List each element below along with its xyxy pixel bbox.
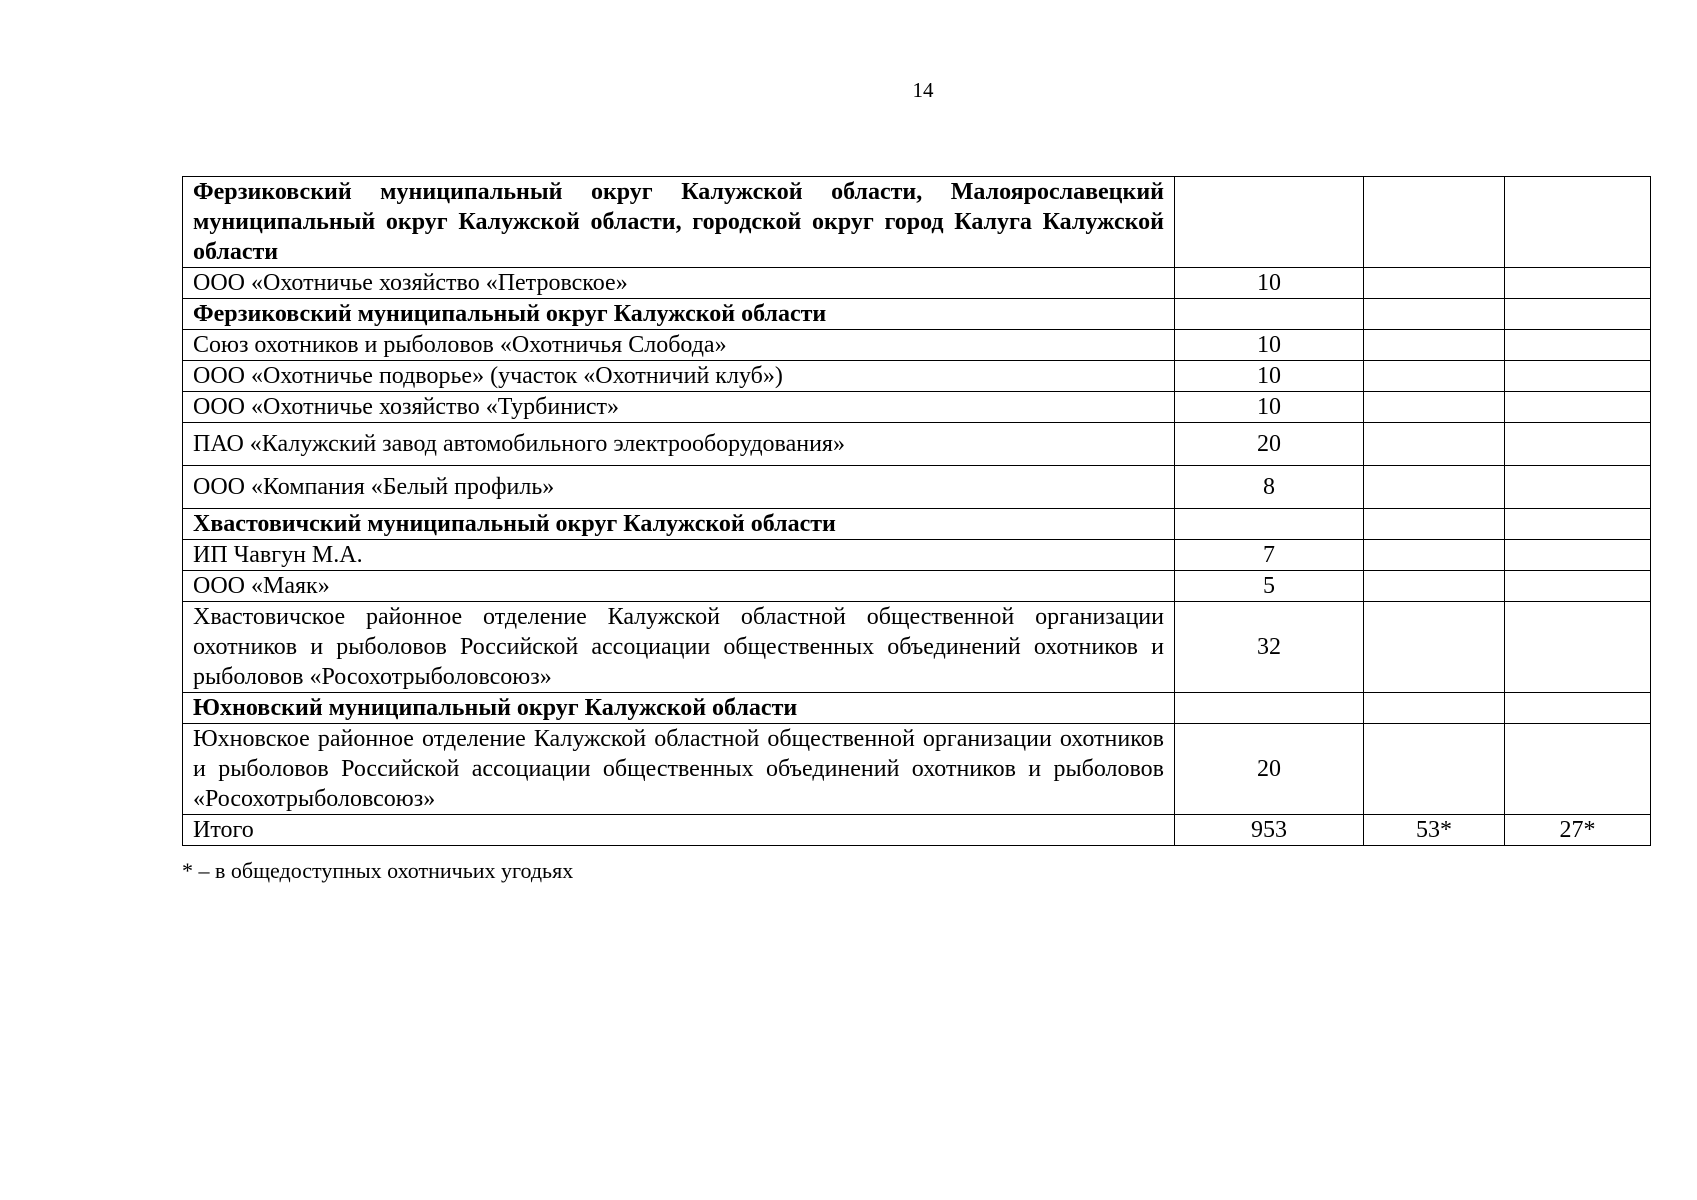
row-qty: 7	[1175, 540, 1364, 571]
row-name: Юхновское районное отделение Калужской областной общественной организации охотников и рыболовов Российской ассоциации общественных объединений охотников и рыболовов «Росохотрыболовсоюз»	[183, 724, 1175, 815]
row-col4	[1505, 330, 1651, 361]
row-name: ООО «Охотничье подворье» (участок «Охотничий клуб»)	[183, 361, 1175, 392]
row-col4	[1505, 602, 1651, 693]
row-name: Ферзиковский муниципальный округ Калужской области, Малоярославецкий муниципальный округ Калужской области, городской округ город Калуга Калужской области	[183, 177, 1175, 268]
row-col4	[1505, 177, 1651, 268]
row-col4: 27*	[1505, 815, 1651, 846]
row-col3	[1364, 392, 1505, 423]
table-row	[183, 330, 1651, 361]
row-name: Хвастовичское районное отделение Калужской областной общественной организации охотников и рыболовов Российской ассоциации общественных объединений охотников и рыболовов «Росохотрыболовсоюз»	[183, 602, 1175, 693]
row-col4	[1505, 268, 1651, 299]
row-col3	[1364, 571, 1505, 602]
row-col3	[1364, 602, 1505, 693]
row-col4	[1505, 571, 1651, 602]
row-col4	[1505, 361, 1651, 392]
row-name: Хвастовичский муниципальный округ Калужской области	[183, 509, 1175, 540]
row-col3	[1364, 299, 1505, 330]
quota-table	[182, 176, 1651, 846]
row-col3	[1364, 724, 1505, 815]
row-qty	[1175, 693, 1364, 724]
table-row	[183, 423, 1651, 466]
table-row	[183, 268, 1651, 299]
row-col3	[1364, 693, 1505, 724]
row-col3	[1364, 177, 1505, 268]
table-row	[183, 540, 1651, 571]
table-row-section	[183, 693, 1651, 724]
row-col3	[1364, 361, 1505, 392]
table-row	[183, 392, 1651, 423]
row-name: ИП Чавгун М.А.	[183, 540, 1175, 571]
row-name: ПАО «Калужский завод автомобильного электрооборудования»	[183, 423, 1175, 466]
row-qty: 20	[1175, 724, 1364, 815]
row-col3	[1364, 330, 1505, 361]
row-qty: 10	[1175, 392, 1364, 423]
row-qty: 10	[1175, 361, 1364, 392]
row-col4	[1505, 423, 1651, 466]
row-name: Итого	[183, 815, 1175, 846]
row-qty	[1175, 177, 1364, 268]
row-col4	[1505, 509, 1651, 540]
row-col4	[1505, 540, 1651, 571]
row-col4	[1505, 392, 1651, 423]
row-name: Ферзиковский муниципальный округ Калужской области	[183, 299, 1175, 330]
row-col4	[1505, 724, 1651, 815]
table-row-section	[183, 509, 1651, 540]
row-name: ООО «Компания «Белый профиль»	[183, 466, 1175, 509]
row-qty	[1175, 509, 1364, 540]
row-col3	[1364, 509, 1505, 540]
row-qty: 5	[1175, 571, 1364, 602]
table-row-total	[183, 815, 1651, 846]
row-qty: 20	[1175, 423, 1364, 466]
row-qty: 32	[1175, 602, 1364, 693]
row-qty: 953	[1175, 815, 1364, 846]
row-qty	[1175, 299, 1364, 330]
page-number: 14	[912, 78, 934, 102]
row-name: ООО «Охотничье хозяйство «Турбинист»	[183, 392, 1175, 423]
row-col4	[1505, 693, 1651, 724]
row-col3	[1364, 466, 1505, 509]
row-col3	[1364, 540, 1505, 571]
row-qty: 10	[1175, 330, 1364, 361]
row-col4	[1505, 466, 1651, 509]
table-row-section	[183, 299, 1651, 330]
row-qty: 10	[1175, 268, 1364, 299]
row-col3	[1364, 423, 1505, 466]
row-col3	[1364, 268, 1505, 299]
row-name: ООО «Охотничье хозяйство «Петровское»	[183, 268, 1175, 299]
footnote: * – в общедоступных охотничьих угодьях	[182, 858, 574, 883]
table-row	[183, 724, 1651, 815]
table-row	[183, 466, 1651, 509]
row-name: Союз охотников и рыболовов «Охотничья Слобода»	[183, 330, 1175, 361]
row-name: ООО «Маяк»	[183, 571, 1175, 602]
table-row-section	[183, 177, 1651, 268]
row-col3: 53*	[1364, 815, 1505, 846]
table-row	[183, 571, 1651, 602]
row-name: Юхновский муниципальный округ Калужской области	[183, 693, 1175, 724]
table-row	[183, 602, 1651, 693]
table-row	[183, 361, 1651, 392]
row-qty: 8	[1175, 466, 1364, 509]
row-col4	[1505, 299, 1651, 330]
